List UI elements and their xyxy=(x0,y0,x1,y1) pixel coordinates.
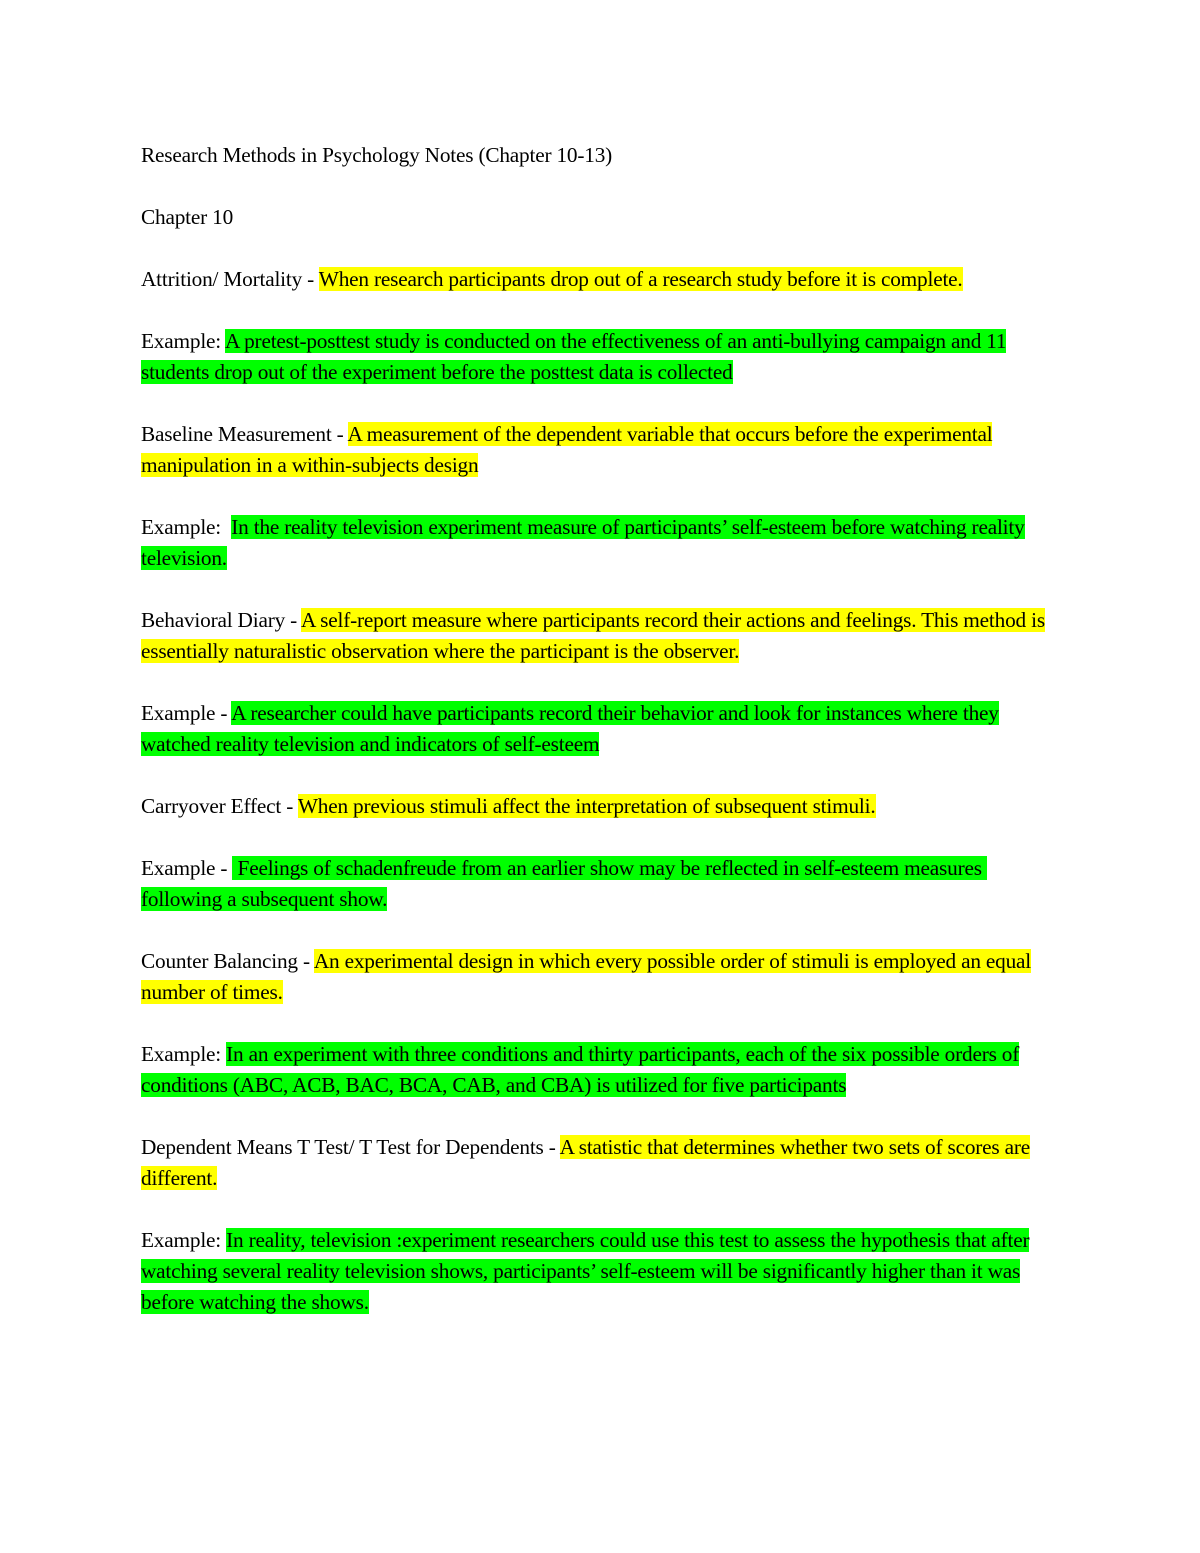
example-text: In the reality television experiment measure of participants’ self-esteem before watching reality television. xyxy=(141,515,1025,570)
example-entry-carryover xyxy=(141,853,1066,915)
example-entry-attrition xyxy=(141,326,1066,388)
term-definition: A statistic that determines whether two sets of scores are different. xyxy=(141,1135,1031,1190)
term-entry-carryover xyxy=(141,791,1066,822)
example-entry-dependent-means xyxy=(141,1225,1066,1318)
term-label: Attrition/ Mortality - xyxy=(141,267,319,291)
example-label: Example: xyxy=(141,515,232,539)
document-page xyxy=(141,140,1066,1349)
document-title: Research Methods in Psychology Notes (Chapter 10-13) xyxy=(141,143,613,167)
term-entry-counter-balancing xyxy=(141,946,1066,1008)
term-label: Carryover Effect - xyxy=(141,794,298,818)
term-definition: An experimental design in which every possible order of stimuli is employed an equal number of times. xyxy=(141,949,1032,1004)
example-label: Example - xyxy=(141,701,232,725)
example-text: In reality, television :experiment researchers could use this test to assess the hypothesis that after watching several reality television shows, participants’ self-esteem will be significantly higher than it was before watching the shows. xyxy=(141,1228,1030,1314)
term-entry-behavioral-diary xyxy=(141,605,1066,667)
term-entry-dependent-means xyxy=(141,1132,1066,1194)
example-text: In an experiment with three conditions and thirty participants, each of the six possible orders of conditions (ABC, ACB, BAC, BCA, CAB, and CBA) is utilized for five participants xyxy=(141,1042,1020,1097)
term-definition: A measurement of the dependent variable that occurs before the experimental manipulation in a within-subjects design xyxy=(141,422,993,477)
term-label: Dependent Means T Test/ T Test for Dependents - xyxy=(141,1135,560,1159)
term-definition: A self-report measure where participants record their actions and feelings. This method is essentially naturalistic observation where the participant is the observer. xyxy=(141,608,1045,663)
chapter-heading: Chapter 10 xyxy=(141,205,234,229)
example-label: Example - xyxy=(141,856,233,880)
example-label: Example: xyxy=(141,329,225,353)
example-text: A pretest-posttest study is conducted on the effectiveness of an anti-bullying campaign and 11 students drop out of the experiment before the posttest data is collected xyxy=(141,329,1007,384)
term-entry-attrition xyxy=(141,264,1066,295)
term-label: Counter Balancing - xyxy=(141,949,314,973)
example-entry-counter-balancing xyxy=(141,1039,1066,1101)
term-definition: When previous stimuli affect the interpretation of subsequent stimuli. xyxy=(297,794,876,818)
term-definition: When research participants drop out of a research study before it is complete. xyxy=(318,267,963,291)
example-entry-behavioral-diary xyxy=(141,698,1066,760)
term-label: Behavioral Diary - xyxy=(141,608,302,632)
example-text: Feelings of schadenfreude from an earlier show may be reflected in self-esteem measures following a subsequent show. xyxy=(141,856,987,911)
example-label: Example: xyxy=(141,1228,227,1252)
example-entry-baseline xyxy=(141,512,1066,574)
term-entry-baseline xyxy=(141,419,1066,481)
term-label: Baseline Measurement - xyxy=(141,422,348,446)
example-label: Example: xyxy=(141,1042,227,1066)
example-text: A researcher could have participants record their behavior and look for instances where they watched reality television and indicators of self-esteem xyxy=(141,701,999,756)
